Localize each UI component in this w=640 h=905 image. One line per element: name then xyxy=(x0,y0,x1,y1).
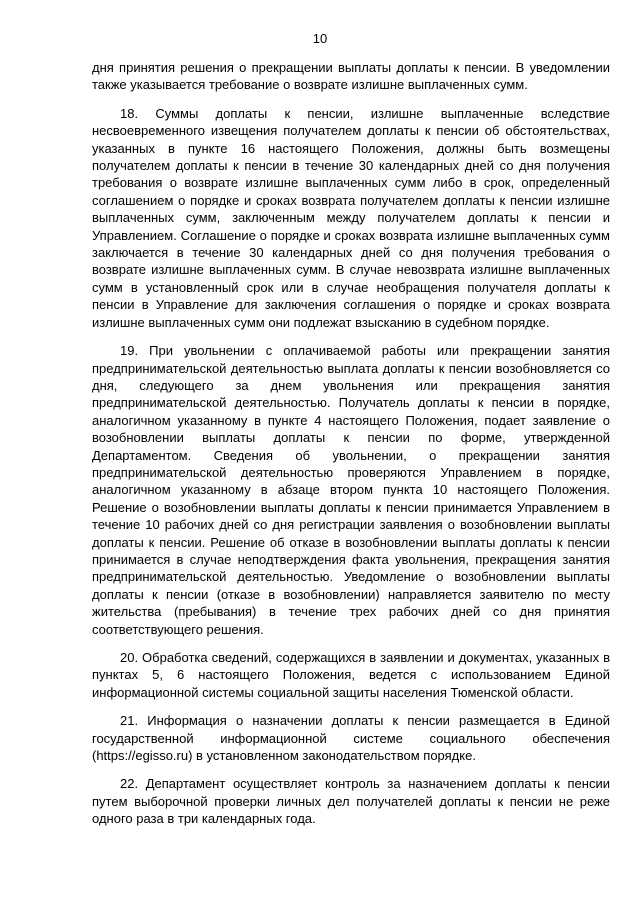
paragraph-20: 20. Обработка сведений, содержащихся в заявлении и документах, указанных в пунктах 5, 6 настоящего Положения, ведется с использованием Единой информационной системы социальной защиты населения Тюменской области. xyxy=(92,650,610,700)
paragraph-21: 21. Информация о назначении доплаты к пенсии размещается в Единой государственной информационной системе социального обеспечения (https://egisso.ru) в установленном законодательством порядке. xyxy=(92,713,610,764)
paragraph-22: 22. Департамент осуществляет контроль за назначением доплаты к пенсии путем выборочной проверки личных дел получателей доплаты к пенсии не реже одного раза в три календарных года. xyxy=(92,776,610,827)
document-body xyxy=(92,59,610,839)
paragraph-19: 19. При увольнении с оплачиваемой работы или прекращении занятия предпринимательской деятельностью выплата доплаты к пенсии возобновляется со дня, следующего за днем увольнения или прекращения занятия предпринимательской деятельностью. Получатель доплаты к пенсии в порядке, аналогичном указанному в пункте 4 настоящего Положения, подает заявление о возобновлении выплаты доплаты к пенсии по форме, утвержденной Департаментом. Сведения об увольнении, о прекращении занятия предпринимательской деятельностью проверяются Управлением в порядке, аналогичном указанному в абзаце втором пункта 10 настоящего Положения. Решение о возобновлении выплаты доплаты к пенсии принимается Управлением в течение 10 рабочих дней со дня регистрации заявления о возобновлении выплаты доплаты к пенсии. Решение об отказе в возобновлении выплаты доплаты к пенсии принимается в случае неподтверждения факта увольнения, прекращения занятия предпринимательской деятельностью. Уведомление о возобновлении выплаты доплаты к пенсии (отказе в возобновлении) направляется заявителю по месту жительства (пребывания) в течение трех рабочих дней со дня принятия соответствующего решения. xyxy=(92,343,610,637)
paragraph-18: 18. Суммы доплаты к пенсии, излишне выплаченные вследствие несвоевременного извещения получателем доплаты к пенсии об обстоятельствах, указанных в пункте 16 настоящего Положения, должны быть возмещены получателем доплаты к пенсии в течение 30 календарных дней со дня получения требования о возврате излишне выплаченных сумм либо в срок, определенный соглашением о порядке и сроках возврата получателем доплаты к пенсии излишне выплаченных сумм, заключенным между получателем доплаты к пенсии и Управлением. Соглашение о порядке и сроках возврата излишне выплаченных сумм заключается в течение 30 календарных дней со дня получения требования о возврате излишне выплаченных сумм. В случае невозврата излишне выплаченных сумм в установленный срок или в случае необращения получателя доплаты к пенсии в Управление для заключения соглашения о порядке и сроках возврата излишне выплаченных сумм они подлежат взысканию в судебном порядке. xyxy=(92,105,610,330)
page-number: 10 xyxy=(312,31,328,46)
paragraph-continuation: дня принятия решения о прекращении выплаты доплаты к пенсии. В уведомлении также указывается требование о возврате излишне выплаченных сумм. xyxy=(92,60,610,93)
